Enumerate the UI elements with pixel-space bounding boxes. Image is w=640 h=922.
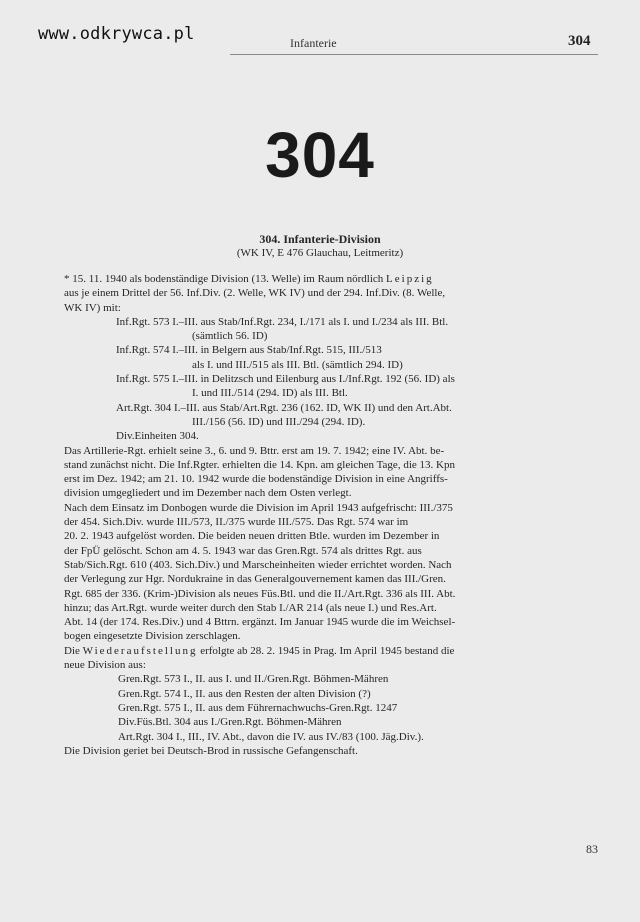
paragraph-3-line: Nach dem Einsatz im Donbogen wurde die Division im April 1943 aufgefrischt: III./375 (64, 501, 453, 514)
paragraph-2-line: erst im Dez. 1942; am 21. 10. 1942 wurde die bodenständige Division in eine Angriffs- (64, 473, 448, 486)
unit-line: Gren.Rgt. 574 I., II. aus den Resten der alten Division (?) (118, 687, 371, 700)
watermark: www.odkrywca.pl (38, 24, 195, 44)
emphasized-word: Wiederaufstellung (82, 644, 198, 657)
text-span: erfolgte ab 28. 2. 1945 in Prag. Im April 1945 bestand die (197, 644, 455, 657)
unit-line-cont: als I. und III./515 als III. Btl. (sämtlich 294. ID) (192, 358, 403, 371)
paragraph-3-line: bogen eingesetzte Division zerschlagen. (64, 630, 241, 643)
paragraph-3-line: Rgt. 685 der 336. (Krim-)Division als neues Füs.Btl. und die II./Art.Rgt. 336 als III. Abt. (64, 587, 456, 600)
paragraph-2-line: division umgegliedert und im Dezember nach dem Osten verlegt. (64, 487, 352, 500)
unit-line: Div.Füs.Btl. 304 aus I./Gren.Rgt. Böhmen-Mähren (118, 716, 342, 729)
text-span: Die (64, 644, 83, 657)
unit-line-cont: I. und III./514 (294. ID) als III. Btl. (192, 387, 348, 400)
paragraph-3-line: der Verlegung zur Hgr. Nordukraine in das Generalgouvernement kamen das III./Gren. (64, 573, 446, 586)
running-title: Infanterie (290, 36, 337, 50)
division-title: 304. Infanterie-Division (259, 232, 381, 246)
paragraph-4-line (64, 644, 602, 658)
unit-line: Inf.Rgt. 575 I.–III. in Delitzsch und Eilenburg aus I./Inf.Rgt. 192 (56. ID) als (116, 373, 455, 386)
paragraph-3-line: der FpÜ gelöscht. Schon am 4. 5. 1943 war das Gren.Rgt. 574 als drittes Rgt. aus (64, 544, 422, 557)
footer-page-number: 83 (586, 842, 598, 856)
paragraph-3-line: hinzu; das Art.Rgt. wurde weiter durch den Stab I./AR 214 (als neue I.) und Res.Art. (64, 601, 437, 614)
paragraph-3-line: 20. 2. 1943 aufgelöst worden. Die beiden neuen dritten Btle. wurden im Dezember in (64, 530, 440, 543)
paragraph-2-line: Das Artillerie-Rgt. erhielt seine 3., 6. und 9. Bttr. erst am 19. 7. 1942; eine IV. Abt. be- (64, 444, 445, 457)
paragraph-1-line: aus je einem Drittel der 56. Inf.Div. (2. Welle, WK IV) und der 294. Inf.Div. (8. Welle, (64, 287, 446, 300)
running-page-number: 304 (568, 33, 591, 49)
unit-line: Gren.Rgt. 573 I., II. aus I. und II./Gren.Rgt. Böhmen-Mähren (118, 673, 389, 686)
paragraph-3-line: Abt. 14 (der 174. Res.Div.) und 4 Bttrn. ergänzt. Im Januar 1945 wurde die im Weichsel- (64, 616, 456, 629)
unit-line-cont: (sämtlich 56. ID) (192, 330, 268, 343)
unit-line-cont: III./156 (56. ID) und III./294 (294. ID). (192, 415, 366, 428)
unit-line: Art.Rgt. 304 I., III., IV. Abt., davon die IV. aus IV./83 (100. Jäg.Div.). (118, 730, 424, 743)
unit-line: Div.Einheiten 304. (116, 430, 199, 443)
text-span: * 15. 11. 1940 als bodenständige Division (13. Welle) im Raum nördlich (64, 273, 387, 285)
unit-line: Art.Rgt. 304 I.–III. aus Stab/Art.Rgt. 236 (162. ID, WK II) und den Art.Abt. (116, 401, 452, 414)
unit-line: Inf.Rgt. 574 I.–III. in Belgern aus Stab/Inf.Rgt. 515, III./513 (116, 344, 382, 357)
body-text (64, 272, 602, 758)
unit-line: Inf.Rgt. 573 I.–III. aus Stab/Inf.Rgt. 234, I./171 als I. und I./234 als III. Btl. (116, 315, 449, 328)
division-number-heading: 304 (265, 119, 375, 191)
closing-line: Die Division geriet bei Deutsch-Brod in russische Gefangenschaft. (64, 744, 358, 757)
division-subtitle: (WK IV, E 476 Glauchau, Leitmeritz) (236, 247, 404, 259)
paragraph-2-line: stand zunächst nicht. Die Inf.Rgter. erhielten die 14. Kpn. am gleichen Tage, die 13. Kpn (64, 458, 455, 471)
paragraph-1-line: WK IV) mit: (64, 301, 121, 314)
paragraph-1-line (64, 272, 602, 286)
paragraph-4-line: neue Division aus: (64, 659, 146, 672)
place-name: Leipzig (386, 273, 434, 285)
paragraph-3-line: der 454. Sich.Div. wurde III./573, II./375 wurde III./575. Das Rgt. 574 war im (64, 516, 409, 529)
paragraph-3-line: Stab/Sich.Rgt. 610 (403. Sich.Div.) und Marscheinheiten wieder errichtet worden. Nach (64, 558, 452, 571)
unit-line: Gren.Rgt. 575 I., II. aus dem Führernachwuchs-Gren.Rgt. 1247 (118, 701, 398, 714)
header-rule (230, 54, 598, 55)
